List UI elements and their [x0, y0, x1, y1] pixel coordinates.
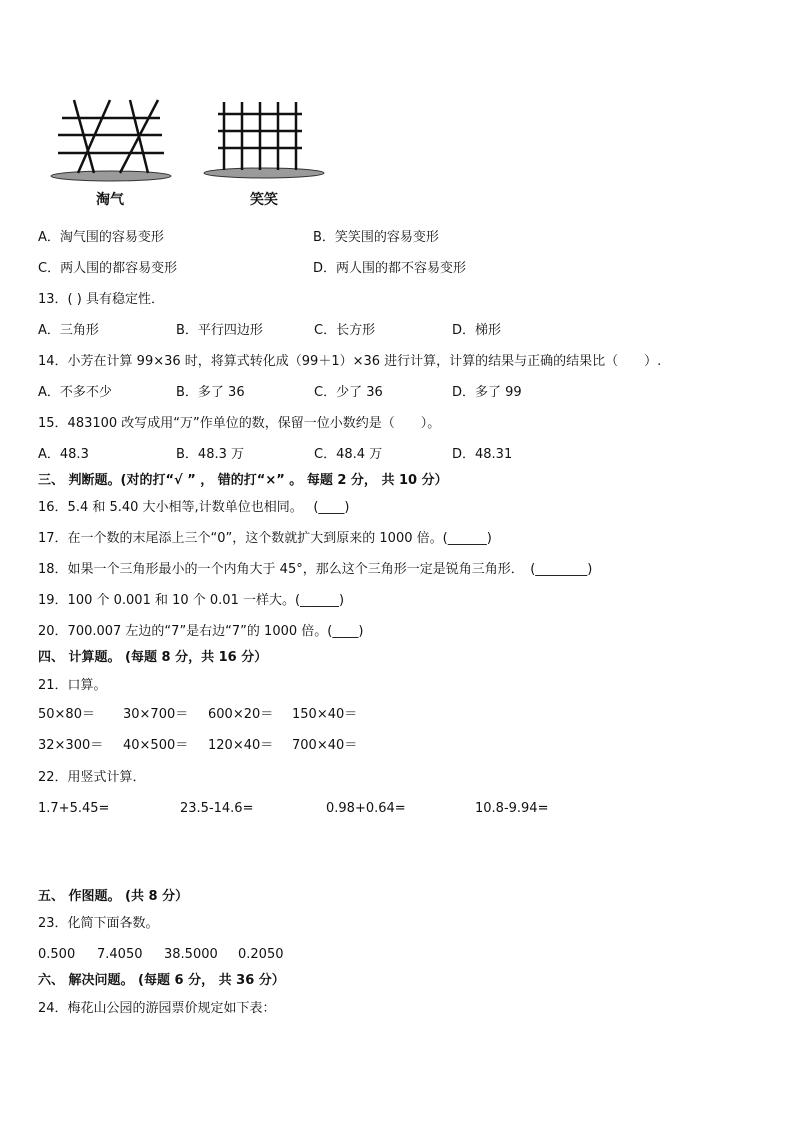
q21-stem: 21．口算。: [38, 678, 107, 693]
q15-option-d: D．48.31: [452, 447, 513, 462]
q15-stem: 15．483100 改写成用“万”作单位的数，保留一位小数约是（ ）。: [38, 416, 441, 431]
q21-item: 30×700＝: [123, 707, 189, 722]
q23-item: 7.4050: [97, 947, 143, 962]
q17-statement: 17．在一个数的末尾添上三个“0”，这个数就扩大到原来的 1000 倍。(______): [38, 531, 492, 546]
q12-option-a: A．淘气围的容易变形: [38, 230, 164, 245]
q15-option-b: B．48.3 万: [176, 447, 244, 462]
q21-item: 50×80＝: [38, 707, 95, 722]
q23-item: 0.500: [38, 947, 76, 962]
q21-item: 32×300＝: [38, 738, 104, 753]
q18-statement: 18．如果一个三角形最小的一个内角大于 45°，那么这个三角形一定是锐角三角形． (________): [38, 562, 593, 577]
xiaoxiao-label: 笑笑: [250, 192, 278, 208]
q14-option-c: C．少了 36: [314, 385, 383, 400]
q13-option-d: D．梯形: [452, 323, 502, 338]
q13-option-c: C．长方形: [314, 323, 376, 338]
q14-option-a: A．不多不少: [38, 385, 112, 400]
q16-statement: 16．5.4 和 5.40 大小相等,计数单位也相同。 (____): [38, 500, 350, 515]
q15-option-c: C．48.4 万: [314, 447, 383, 462]
q13-option-b: B．平行四边形: [176, 323, 263, 338]
q21-item: 120×40＝: [208, 738, 274, 753]
q21-item: 700×40＝: [292, 738, 358, 753]
q22-item: 1.7+5.45=: [38, 801, 110, 816]
q22-stem: 22．用竖式计算．: [38, 770, 146, 785]
q21-item: 40×500＝: [123, 738, 189, 753]
q13-option-a: A．三角形: [38, 323, 99, 338]
q21-item: 150×40＝: [292, 707, 358, 722]
q12-option-b: B．笑笑围的容易变形: [313, 230, 439, 245]
q22-item: 23.5-14.6=: [180, 801, 254, 816]
q12-option-d: D．两人围的都不容易变形: [313, 261, 467, 276]
section-5-heading: 五、 作图题。 (共 8 分）: [38, 889, 189, 904]
q24-stem: 24．梅花山公园的游园票价规定如下表：: [38, 1001, 276, 1016]
section-4-heading: 四、 计算题。 (每题 8 分，共 16 分）: [38, 650, 268, 665]
q14-stem: 14．小芳在计算 99×36 时，将算式转化成（99＋1）×36 进行计算，计算的结果与正确的结果比（ ）.: [38, 354, 662, 369]
q23-item: 0.2050: [238, 947, 284, 962]
q13-stem: 13．( ) 具有稳定性．: [38, 292, 164, 307]
section-3-heading: 三、 判断题。(对的打“√ ” ， 错的打“×” 。 每题 2 分， 共 10 分）: [38, 473, 448, 488]
q20-statement: 20．700.007 左边的“7”是右边“7”的 1000 倍。(____): [38, 624, 364, 639]
q14-option-b: B．多了 36: [176, 385, 245, 400]
q21-item: 600×20＝: [208, 707, 274, 722]
taoqi-fence-figure: [48, 95, 178, 187]
q23-stem: 23．化简下面各数。: [38, 916, 159, 931]
section-6-heading: 六、 解决问题。 (每题 6 分， 共 36 分）: [38, 973, 285, 988]
xiaoxiao-fence-figure: [202, 98, 328, 182]
q14-option-d: D．多了 99: [452, 385, 522, 400]
q19-statement: 19．100 个 0.001 和 10 个 0.01 一样大。(______): [38, 593, 345, 608]
q12-option-c: C．两人围的都容易变形: [38, 261, 178, 276]
q23-item: 38.5000: [164, 947, 218, 962]
taoqi-label: 淘气: [96, 192, 124, 208]
q15-option-a: A．48.3: [38, 447, 89, 462]
q22-item: 10.8-9.94=: [475, 801, 549, 816]
q22-item: 0.98+0.64=: [326, 801, 406, 816]
